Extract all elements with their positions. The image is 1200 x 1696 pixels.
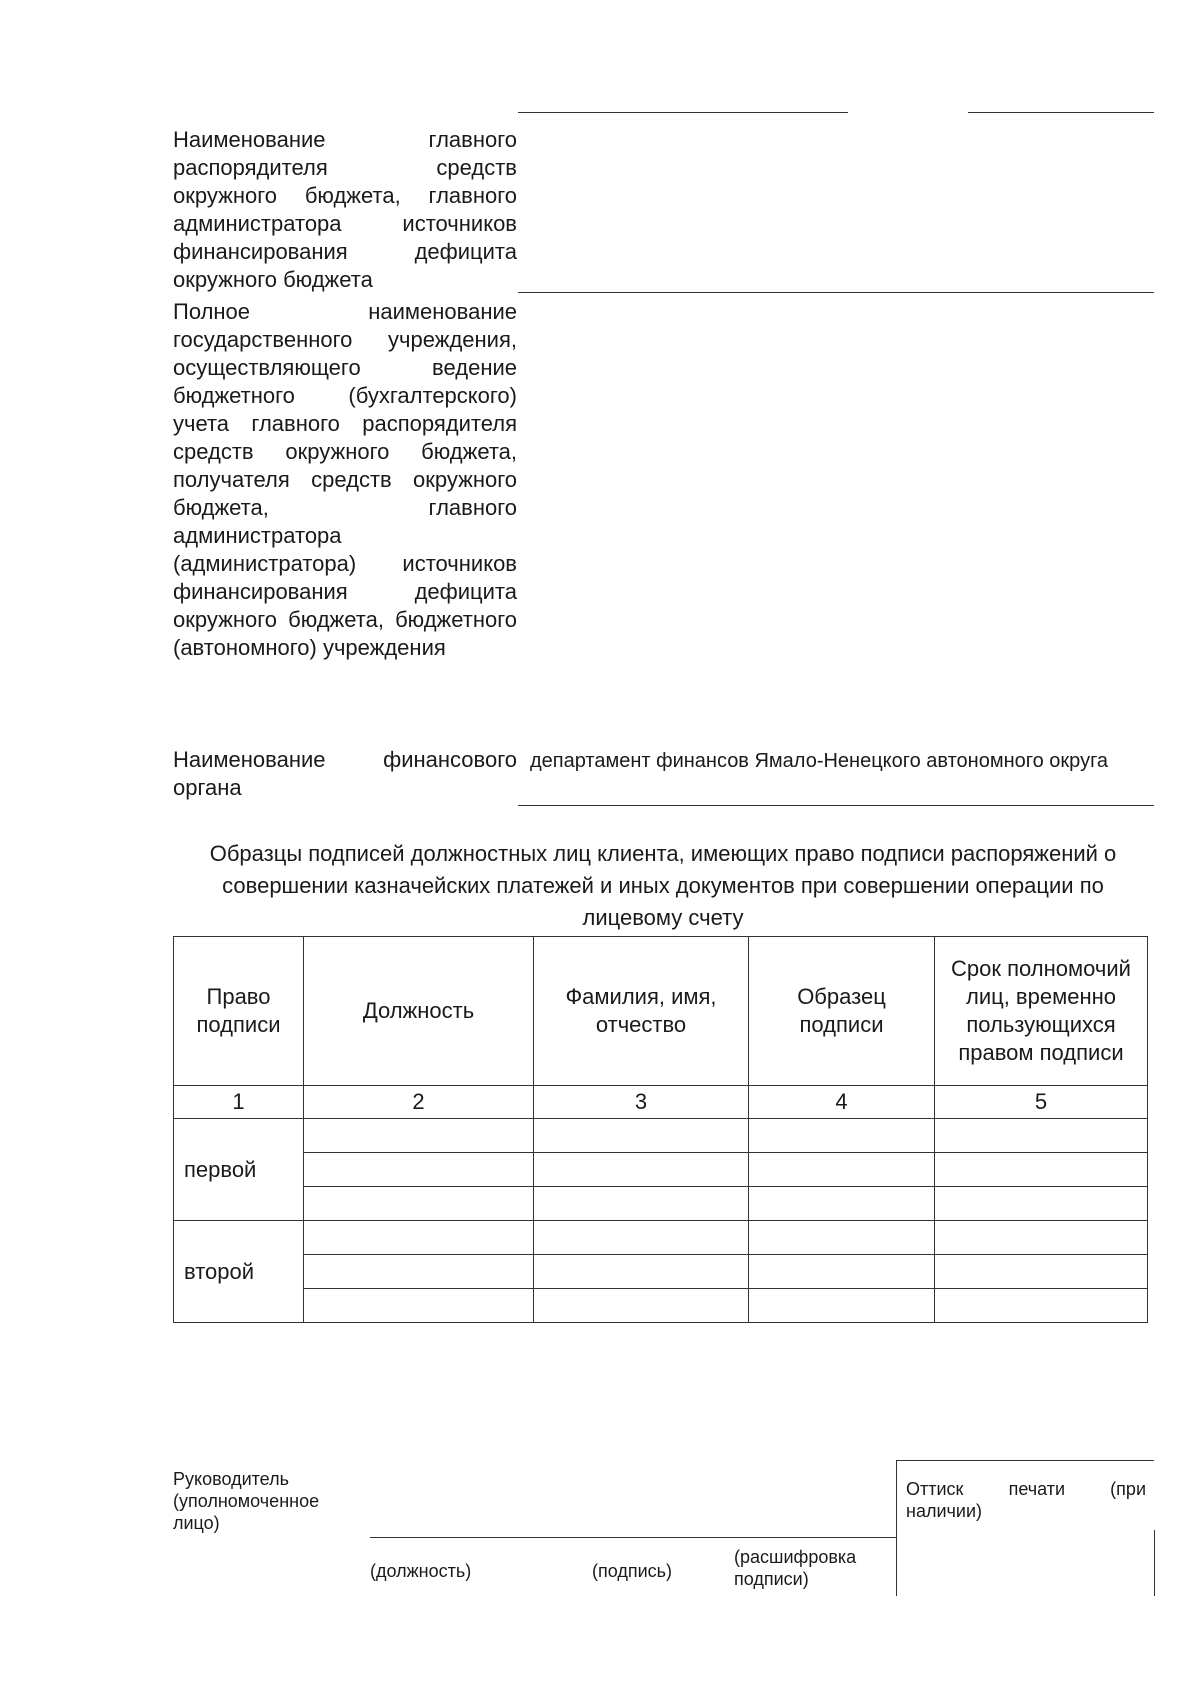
financial-body-value[interactable]: департамент финансов Ямало-Ненецкого автономного округа [530, 750, 1109, 772]
column-number: 3 [534, 1086, 749, 1119]
table-row [174, 1255, 1148, 1289]
table-row [174, 1187, 1148, 1221]
position-caption: (должность) [370, 1561, 472, 1581]
header-full-name: Фамилия, имя, отчество [534, 937, 749, 1086]
table-cell[interactable] [749, 1187, 935, 1221]
table-cell[interactable] [935, 1153, 1148, 1187]
table-cell[interactable] [749, 1119, 935, 1153]
header-authority-term: Срок полномочий лиц, временно пользующихся правом подписи [935, 937, 1148, 1086]
signature-caption: (подпись) [592, 1561, 673, 1581]
table-cell[interactable] [935, 1255, 1148, 1289]
head-label: Руководитель (уполномоченное лицо) [173, 1469, 320, 1533]
table-cell[interactable] [935, 1119, 1148, 1153]
table-cell[interactable] [304, 1221, 534, 1255]
table-cell[interactable] [935, 1289, 1148, 1323]
financial-body-label: Наименование финансового органа [173, 747, 517, 800]
table-cell[interactable] [534, 1221, 749, 1255]
table-cell[interactable] [749, 1289, 935, 1323]
table-header-row [174, 937, 1148, 1086]
table-cell[interactable] [304, 1255, 534, 1289]
stamp-label: Оттиск печати (при наличии) [906, 1479, 1146, 1521]
stamp-box-left [896, 1460, 897, 1596]
decoding-caption: (расшифровка подписи) [734, 1547, 857, 1589]
column-number: 1 [174, 1086, 304, 1119]
header-line-left [518, 112, 848, 113]
column-number: 5 [935, 1086, 1148, 1119]
stamp-box-right [1154, 1530, 1155, 1596]
section-title: Образцы подписей должностных лиц клиента, имеющих право подписи распоряжений о совершении казначейских платежей и иных документов при совершении операции по лицевому счету [209, 841, 1117, 930]
accounting-institution-label: Полное наименование государственного учреждения, осуществляющего ведение бюджетного (бухгалтерского) учета главного распорядителя средств окружного бюджета, получателя средств окружного бюджета, главного администратора (администратора) источников финансирования дефицита окружного бюджета, бюджетного (автономного) учреждения [173, 299, 517, 660]
group-second-signature: второй [174, 1221, 304, 1323]
chief-administrator-label: Наименование главного распорядителя средств окружного бюджета, главного администратора источников финансирования дефицита окружного бюджета [173, 127, 517, 292]
table-cell[interactable] [534, 1119, 749, 1153]
table-cell[interactable] [534, 1289, 749, 1323]
table-row [174, 1119, 1148, 1153]
column-number: 2 [304, 1086, 534, 1119]
table-cell[interactable] [935, 1187, 1148, 1221]
table-cell[interactable] [304, 1119, 534, 1153]
table-cell[interactable] [749, 1221, 935, 1255]
table-cell[interactable] [304, 1187, 534, 1221]
head-signature-line[interactable] [370, 1537, 896, 1538]
financial-body-field-line [518, 805, 1154, 806]
signature-samples-table [173, 936, 1148, 1323]
stamp-box-top [896, 1460, 1154, 1461]
header-signature-sample: Образец подписи [749, 937, 935, 1086]
chief-administrator-field-line[interactable] [518, 292, 1154, 293]
table-row [174, 1221, 1148, 1255]
group-first-signature: первой [174, 1119, 304, 1221]
table-cell[interactable] [534, 1153, 749, 1187]
header-signing-right: Право подписи [174, 937, 304, 1086]
table-row [174, 1153, 1148, 1187]
column-number: 4 [749, 1086, 935, 1119]
table-cell[interactable] [935, 1221, 1148, 1255]
header-position: Должность [304, 937, 534, 1086]
table-cell[interactable] [534, 1255, 749, 1289]
table-cell[interactable] [534, 1187, 749, 1221]
header-line-right [968, 112, 1154, 113]
table-cell[interactable] [749, 1153, 935, 1187]
table-cell[interactable] [749, 1255, 935, 1289]
table-row [174, 1289, 1148, 1323]
table-cell[interactable] [304, 1153, 534, 1187]
column-numbers-row [174, 1086, 1148, 1119]
table-cell[interactable] [304, 1289, 534, 1323]
